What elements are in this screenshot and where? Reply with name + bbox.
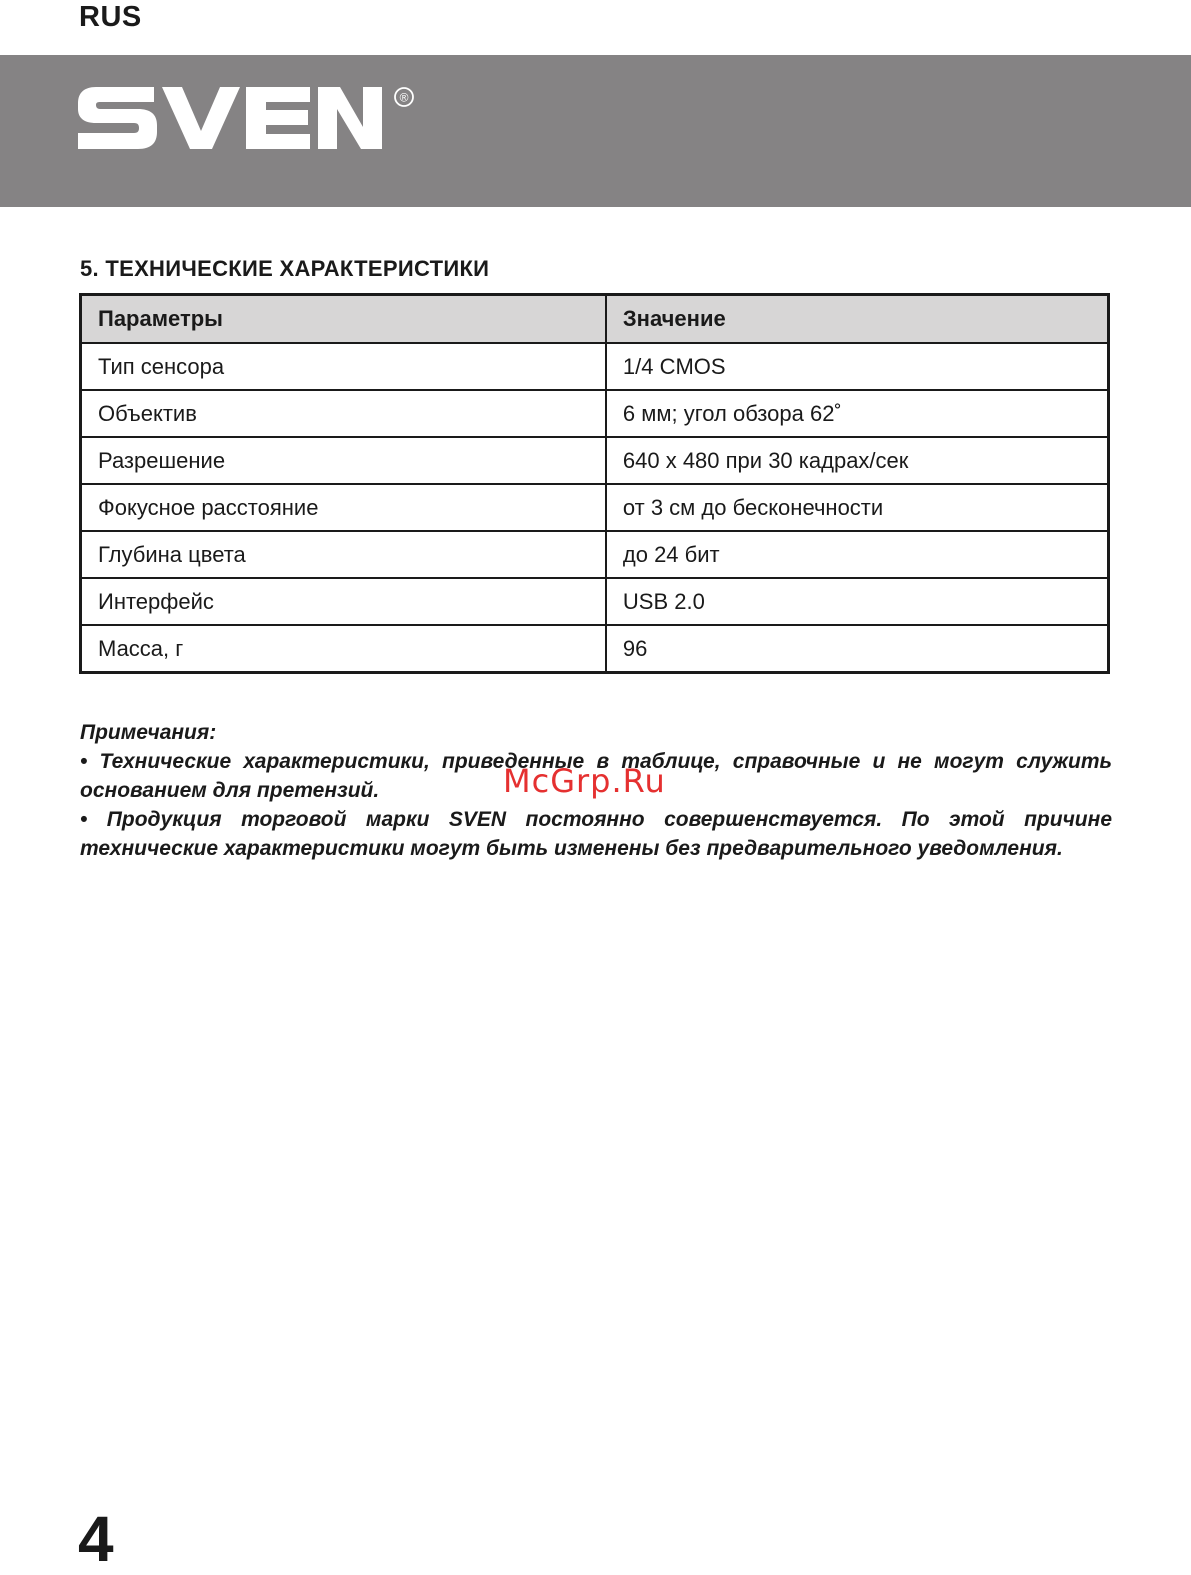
column-header-parameters: Параметры — [81, 295, 606, 344]
table-row — [81, 484, 1109, 531]
watermark: McGrp.Ru — [503, 762, 666, 800]
specs-table — [79, 293, 1110, 674]
param-cell: Масса, г — [81, 625, 606, 673]
registered-mark: ® — [399, 90, 409, 105]
param-cell: Тип сенсора — [81, 343, 606, 390]
notes-heading: Примечания: — [80, 721, 217, 744]
param-cell: Разрешение — [81, 437, 606, 484]
param-cell: Фокусное расстояние — [81, 484, 606, 531]
value-cell: 96 — [606, 625, 1109, 673]
param-cell: Объектив — [81, 390, 606, 437]
table-header-row — [81, 295, 1109, 344]
table-row — [81, 625, 1109, 673]
value-cell: 6 мм; угол обзора 62˚ — [606, 390, 1109, 437]
section-title: 5. ТЕХНИЧЕСКИЕ ХАРАКТЕРИСТИКИ — [80, 256, 490, 281]
table-row — [81, 578, 1109, 625]
value-cell: 640 х 480 при 30 кадрах/сек — [606, 437, 1109, 484]
sven-logo — [78, 87, 418, 151]
page-number: 4 — [78, 1503, 114, 1575]
value-cell: от 3 см до бесконечности — [606, 484, 1109, 531]
param-cell: Глубина цвета — [81, 531, 606, 578]
value-cell: до 24 бит — [606, 531, 1109, 578]
table-row — [81, 531, 1109, 578]
table-row — [81, 343, 1109, 390]
language-label: RUS — [79, 1, 142, 33]
table-row — [81, 390, 1109, 437]
value-cell: 1/4 CMOS — [606, 343, 1109, 390]
header-banner — [0, 55, 1191, 207]
param-cell: Интерфейс — [81, 578, 606, 625]
value-cell: USB 2.0 — [606, 578, 1109, 625]
note-item: • Продукция торговой марки SVEN постоянно совершенствуется. По этой причине технические характеристики могут быть изменены без предварительного уведомления. — [80, 808, 1112, 860]
note-item: • Технические характеристики, приведенные в таблице, справочные и не могут служить основанием для претензий. — [80, 750, 1112, 802]
table-row — [81, 437, 1109, 484]
column-header-value: Значение — [606, 295, 1109, 344]
